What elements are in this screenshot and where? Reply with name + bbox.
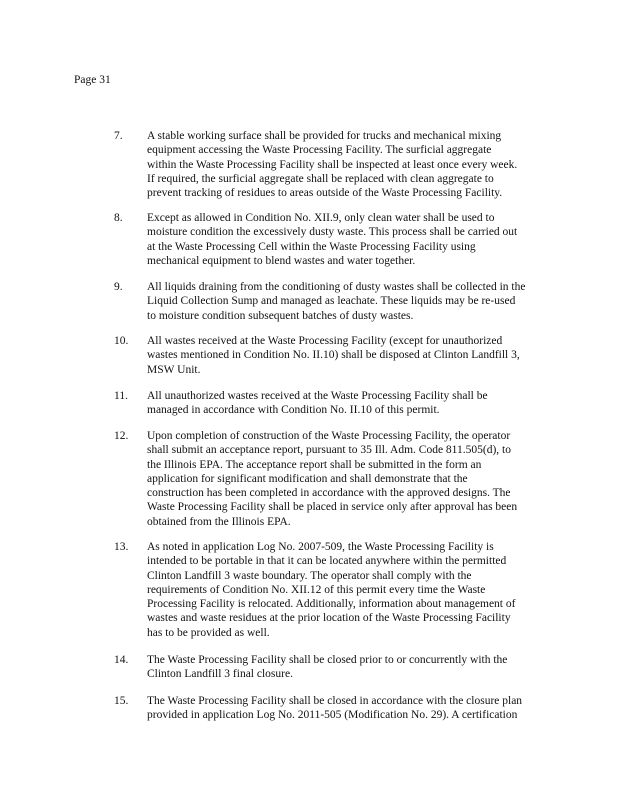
text-line: Waste Processing Facility shall be placed in service only after approval has been xyxy=(147,501,518,514)
text-line: provided in application Log No. 2011-505 (Modification No. 29). A certification xyxy=(147,709,518,722)
text-line: to moisture condition subsequent batches of dusty wastes. xyxy=(147,309,414,322)
text-line: construction has been completed in accordance with the approved designs. The xyxy=(147,487,511,500)
condition-number: 11. xyxy=(114,390,128,402)
text-line: moisture condition the excessively dusty waste. This process shall be carried out xyxy=(147,226,518,239)
text-line: managed in accordance with Condition No. II.10 of this permit. xyxy=(147,404,440,417)
text-line: requirements of Condition No. XII.12 of this permit every time the Waste xyxy=(147,583,486,596)
text-line: obtained from the Illinois EPA. xyxy=(147,515,291,528)
condition-text xyxy=(147,129,537,200)
text-line: wastes mentioned in Condition No. II.10) shall be disposed at Clinton Landfill 3, xyxy=(147,349,520,362)
text-line: wastes and waste residues at the prior location of the Waste Processing Facility xyxy=(147,612,511,625)
text-line: The Waste Processing Facility shall be closed in accordance with the closure plan xyxy=(147,695,523,707)
condition-text xyxy=(147,389,537,418)
text-line: prevent tracking of residues to areas outside of the Waste Processing Facility. xyxy=(147,187,503,200)
text-line: Processing Facility is relocated. Additionally, information about management of xyxy=(147,598,516,611)
condition-text xyxy=(147,280,537,323)
page-number: Page 31 xyxy=(74,74,111,86)
condition-number: 10. xyxy=(114,335,129,347)
text-line: The Waste Processing Facility shall be closed prior to or concurrently with the xyxy=(147,654,508,666)
condition-text xyxy=(147,694,537,723)
condition-number: 13. xyxy=(114,541,129,553)
condition-number: 9. xyxy=(114,281,123,293)
condition-text xyxy=(147,429,537,529)
text-line: mechanical equipment to blend wastes and water together. xyxy=(147,254,416,267)
text-line: intended to be portable in that it can be located anywhere within the permitted xyxy=(147,555,507,568)
text-line: All wastes received at the Waste Processing Facility (except for unauthorized xyxy=(147,335,503,347)
condition-text xyxy=(147,334,537,377)
text-line: Clinton Landfill 3 waste boundary. The operator shall comply with the xyxy=(147,569,472,582)
text-line: Clinton Landfill 3 final closure. xyxy=(147,668,293,681)
condition-number: 8. xyxy=(114,212,123,224)
condition-number: 7. xyxy=(114,130,123,142)
text-line: at the Waste Processing Cell within the Waste Processing Facility using xyxy=(147,240,476,253)
text-line: within the Waste Processing Facility shall be inspected at least once every week. xyxy=(147,158,518,171)
condition-text xyxy=(147,653,537,682)
condition-text xyxy=(147,211,537,268)
text-line: the Illinois EPA. The acceptance report shall be submitted in the form an xyxy=(147,458,482,471)
text-line: If required, the surficial aggregate shall be replaced with clean aggregate to xyxy=(147,172,494,185)
condition-number: 15. xyxy=(114,695,129,707)
text-line: All liquids draining from the conditioning of dusty wastes shall be collected in the xyxy=(147,281,526,293)
text-line: equipment accessing the Waste Processing Facility. The surficial aggregate xyxy=(147,144,492,157)
condition-number: 14. xyxy=(114,654,129,666)
text-line: MSW Unit. xyxy=(147,363,201,376)
text-line: Upon completion of construction of the Waste Processing Facility, the operator xyxy=(147,430,511,442)
text-line: has to be provided as well. xyxy=(147,626,270,639)
text-line: shall submit an acceptance report, pursuant to 35 Ill. Adm. Code 811.505(d), to xyxy=(147,444,511,457)
text-line: application for significant modification and shall demonstrate that the xyxy=(147,472,468,485)
text-line: A stable working surface shall be provided for trucks and mechanical mixing xyxy=(147,130,502,142)
condition-number: 12. xyxy=(114,430,129,442)
condition-text xyxy=(147,540,537,640)
text-line: Except as allowed in Condition No. XII.9, only clean water shall be used to xyxy=(147,212,495,224)
text-line: Liquid Collection Sump and managed as leachate. These liquids may be re-used xyxy=(147,295,516,308)
text-line: As noted in application Log No. 2007-509, the Waste Processing Facility is xyxy=(147,541,494,553)
text-line: All unauthorized wastes received at the Waste Processing Facility shall be xyxy=(147,390,488,402)
